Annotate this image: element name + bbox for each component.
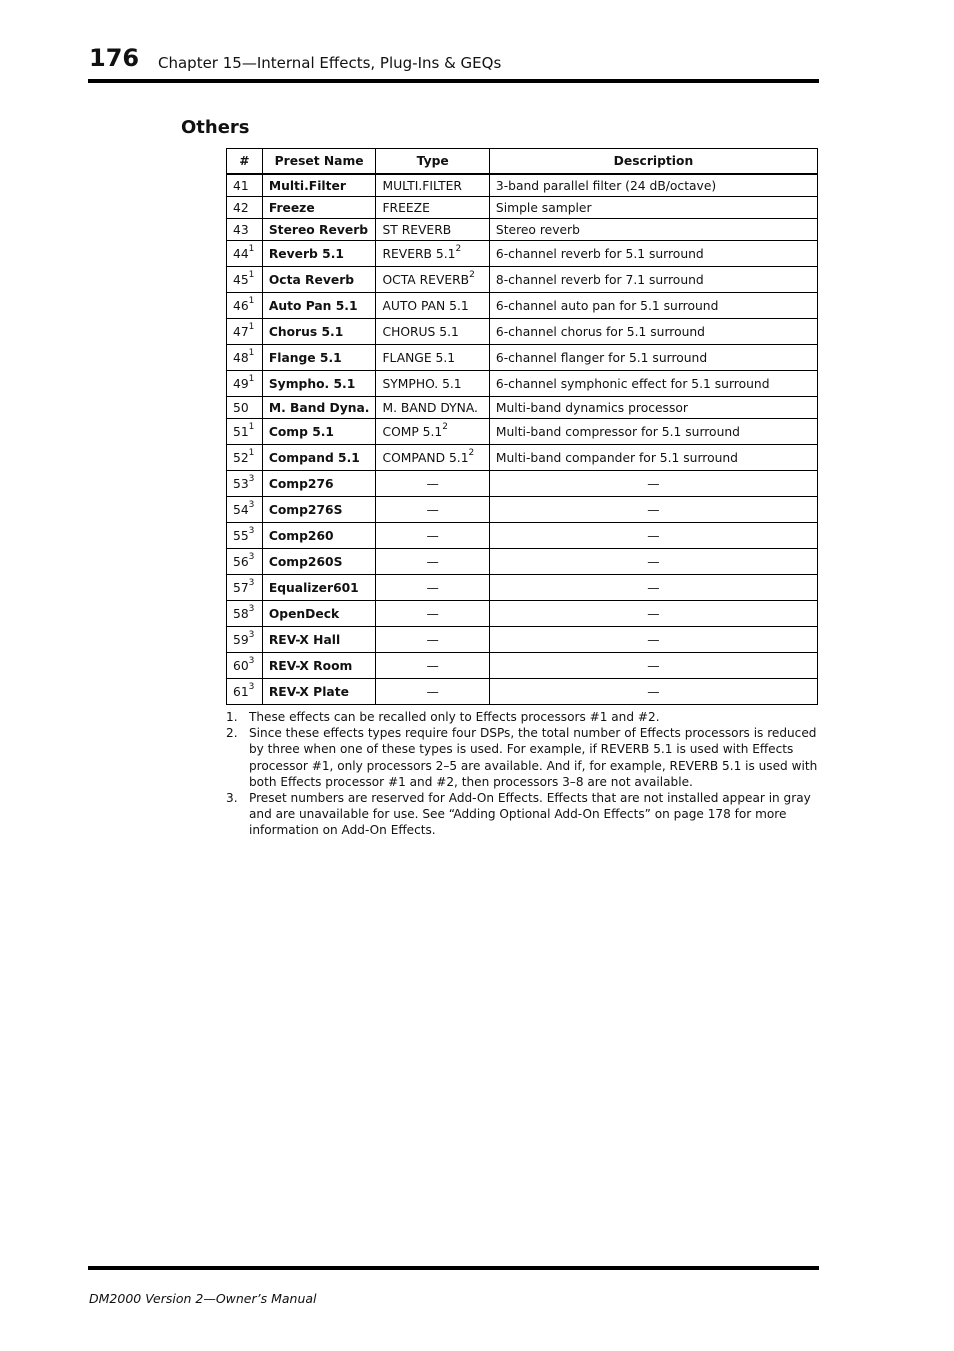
footnote-ref: 3: [248, 474, 255, 485]
preset-number: 43: [233, 222, 249, 237]
cell-preset-name: Equalizer601: [262, 575, 376, 601]
cell-number: [227, 345, 263, 371]
cell-preset-name: Multi.Filter: [262, 174, 376, 197]
table-row: [227, 397, 818, 419]
table-row: [227, 627, 818, 653]
footnote-ref: 1: [248, 374, 255, 385]
footnote-text: Since these effects types require four DSPs, the total number of Effects processors is reduced by three when one of these types is used. For example, if REVERB 5.1 is used with Effects processor #1, only processors 2–5 are available. And if, for example, REVERB 5.1 is used with both Effects processor #1 and #2, then processors 3–8 are not available.: [249, 726, 818, 789]
table-row: [227, 174, 818, 197]
cell-type: [376, 679, 489, 705]
footnote-text: Preset numbers are reserved for Add-On Effects. Effects that are not installed appear in gray and are unavailable for use. See “Adding Optional Add-On Effects” on page 178 for more information on Add-On Effects.: [249, 791, 811, 838]
type-value: FLANGE 5.1: [382, 350, 456, 365]
footnote-ref: 3: [248, 526, 255, 537]
cell-type: [376, 445, 489, 471]
cell-description: —: [489, 549, 817, 575]
footnote: [226, 725, 818, 790]
cell-preset-name: Comp276S: [262, 497, 376, 523]
table-row: [227, 197, 818, 219]
preset-number: 41: [233, 178, 249, 193]
cell-preset-name: REV-X Hall: [262, 627, 376, 653]
cell-type: [376, 523, 489, 549]
footnote: [226, 709, 818, 725]
footnote-ref: 3: [248, 656, 255, 667]
cell-description: —: [489, 627, 817, 653]
preset-number: 55: [233, 528, 249, 543]
cell-type: [376, 497, 489, 523]
page-number: 176: [89, 44, 140, 72]
cell-number: [227, 575, 263, 601]
footnote-ref: 2: [468, 448, 475, 459]
cell-number: [227, 601, 263, 627]
cell-description: —: [489, 601, 817, 627]
table-row: [227, 293, 818, 319]
preset-number: 56: [233, 554, 249, 569]
preset-number: 60: [233, 658, 249, 673]
type-value: COMPAND 5.1: [382, 450, 469, 465]
cell-type: [376, 319, 489, 345]
type-value: REVERB 5.1: [382, 246, 456, 261]
cell-number: [227, 653, 263, 679]
footnote-ref: 1: [248, 448, 255, 459]
preset-number: 52: [233, 450, 249, 465]
type-value: COMP 5.1: [382, 424, 443, 439]
cell-description: Simple sampler: [489, 197, 817, 219]
cell-description: 3-band parallel filter (24 dB/octave): [489, 174, 817, 197]
cell-preset-name: REV-X Room: [262, 653, 376, 679]
footnotes: [226, 709, 818, 839]
footnote-ref: 3: [248, 604, 255, 615]
preset-number: 42: [233, 200, 249, 215]
cell-type: [376, 345, 489, 371]
footnote-ref: 3: [248, 682, 255, 693]
type-value: —: [426, 580, 439, 595]
footnote-ref: 2: [469, 270, 475, 281]
cell-number: [227, 319, 263, 345]
table-row: [227, 471, 818, 497]
cell-number: [227, 523, 263, 549]
table-row: [227, 445, 818, 471]
table-row: [227, 601, 818, 627]
footer-rule: [88, 1266, 819, 1270]
footnote-marker: 2.: [226, 726, 238, 741]
type-value: —: [426, 502, 439, 517]
table-row: [227, 549, 818, 575]
cell-number: [227, 419, 263, 445]
preset-number: 47: [233, 324, 249, 339]
preset-number: 61: [233, 684, 249, 699]
cell-number: [227, 471, 263, 497]
table-row: [227, 267, 818, 293]
cell-preset-name: Flange 5.1: [262, 345, 376, 371]
cell-preset-name: Reverb 5.1: [262, 241, 376, 267]
cell-type: [376, 627, 489, 653]
cell-type: [376, 575, 489, 601]
footnote-marker: 3.: [226, 791, 238, 806]
cell-type: [376, 219, 489, 241]
table-row: [227, 653, 818, 679]
cell-number: [227, 445, 263, 471]
preset-number: 48: [233, 350, 249, 365]
cell-preset-name: Chorus 5.1: [262, 319, 376, 345]
cell-type: [376, 371, 489, 397]
preset-number: 53: [233, 476, 249, 491]
cell-preset-name: Comp260: [262, 523, 376, 549]
table-row: [227, 679, 818, 705]
footnote-ref: 1: [248, 322, 255, 333]
footnote-ref: 1: [248, 270, 255, 281]
preset-number: 51: [233, 424, 249, 439]
type-value: —: [426, 476, 439, 491]
cell-type: [376, 549, 489, 575]
type-value: —: [426, 658, 439, 673]
table-row: [227, 575, 818, 601]
cell-number: [227, 397, 263, 419]
cell-type: [376, 174, 489, 197]
cell-number: [227, 549, 263, 575]
cell-number: [227, 219, 263, 241]
cell-description: 8-channel reverb for 7.1 surround: [489, 267, 817, 293]
footnote-ref: 1: [248, 348, 255, 359]
preset-number: 57: [233, 580, 249, 595]
type-value: ST REVERB: [382, 222, 452, 237]
cell-preset-name: Comp 5.1: [262, 419, 376, 445]
footnote-marker: 1.: [226, 710, 238, 724]
type-value: CHORUS 5.1: [382, 324, 459, 339]
type-value: OCTA REVERB: [382, 272, 470, 287]
cell-description: 6-channel reverb for 5.1 surround: [489, 241, 817, 267]
cell-type: [376, 197, 489, 219]
table-row: [227, 319, 818, 345]
preset-number: 58: [233, 606, 249, 621]
type-value: AUTO PAN 5.1: [382, 298, 469, 313]
cell-type: [376, 241, 489, 267]
preset-table-body: [227, 174, 818, 705]
table-header-row: [227, 149, 818, 175]
type-value: FREEZE: [382, 200, 430, 215]
preset-number: 46: [233, 298, 249, 313]
cell-preset-name: Auto Pan 5.1: [262, 293, 376, 319]
cell-number: [227, 627, 263, 653]
table-row: [227, 371, 818, 397]
cell-description: Multi-band dynamics processor: [489, 397, 817, 419]
cell-description: —: [489, 653, 817, 679]
footnote: [226, 790, 818, 839]
footnote-ref: 1: [248, 422, 255, 433]
cell-preset-name: M. Band Dyna.: [262, 397, 376, 419]
preset-number: 50: [233, 400, 249, 415]
table-row: [227, 497, 818, 523]
cell-number: [227, 197, 263, 219]
table-row: [227, 345, 818, 371]
footnote-ref: 1: [248, 296, 255, 307]
cell-description: —: [489, 575, 817, 601]
cell-description: 6-channel chorus for 5.1 surround: [489, 319, 817, 345]
cell-preset-name: Sympho. 5.1: [262, 371, 376, 397]
cell-description: 6-channel symphonic effect for 5.1 surround: [489, 371, 817, 397]
cell-type: [376, 267, 489, 293]
chapter-title: Chapter 15—Internal Effects, Plug-Ins & GEQs: [158, 54, 502, 72]
preset-number: 45: [233, 272, 249, 287]
cell-preset-name: OpenDeck: [262, 601, 376, 627]
type-value: —: [426, 528, 439, 543]
cell-description: 6-channel auto pan for 5.1 surround: [489, 293, 817, 319]
preset-number: 49: [233, 376, 249, 391]
footnote-ref: 1: [248, 244, 255, 255]
cell-description: —: [489, 679, 817, 705]
cell-type: [376, 601, 489, 627]
footnote-ref: 3: [248, 630, 255, 641]
section-title: Others: [181, 117, 250, 138]
cell-preset-name: Comp276: [262, 471, 376, 497]
table-row: [227, 219, 818, 241]
cell-type: [376, 653, 489, 679]
footnote-ref: 2: [442, 422, 448, 433]
preset-number: 59: [233, 632, 249, 647]
preset-number: 44: [233, 246, 249, 261]
footnote-ref: 3: [248, 500, 255, 511]
cell-description: Multi-band compander for 5.1 surround: [489, 445, 817, 471]
header-rule: [88, 79, 819, 83]
cell-type: [376, 293, 489, 319]
cell-preset-name: Octa Reverb: [262, 267, 376, 293]
type-value: M. BAND DYNA.: [382, 400, 478, 415]
cell-number: [227, 174, 263, 197]
cell-number: [227, 293, 263, 319]
cell-type: [376, 419, 489, 445]
cell-description: Stereo reverb: [489, 219, 817, 241]
cell-number: [227, 241, 263, 267]
table-row: [227, 241, 818, 267]
cell-number: [227, 371, 263, 397]
cell-description: 6-channel flanger for 5.1 surround: [489, 345, 817, 371]
cell-preset-name: REV-X Plate: [262, 679, 376, 705]
cell-preset-name: Freeze: [262, 197, 376, 219]
cell-number: [227, 679, 263, 705]
footnote-ref: 3: [248, 552, 255, 563]
column-header-type: Type: [376, 149, 489, 175]
cell-preset-name: Stereo Reverb: [262, 219, 376, 241]
column-header-number: #: [227, 149, 263, 175]
type-value: —: [426, 684, 439, 699]
cell-preset-name: Comp260S: [262, 549, 376, 575]
cell-type: [376, 471, 489, 497]
footnote-text: These effects can be recalled only to Effects processors #1 and #2.: [249, 710, 660, 724]
type-value: —: [426, 632, 439, 647]
type-value: —: [426, 606, 439, 621]
footer-text: DM2000 Version 2—Owner’s Manual: [89, 1291, 317, 1306]
preset-number: 54: [233, 502, 249, 517]
cell-number: [227, 267, 263, 293]
footnote-ref: 3: [248, 578, 255, 589]
cell-description: —: [489, 497, 817, 523]
footnote-ref: 2: [455, 244, 462, 255]
cell-description: Multi-band compressor for 5.1 surround: [489, 419, 817, 445]
type-value: —: [426, 554, 439, 569]
type-value: SYMPHO. 5.1: [382, 376, 462, 391]
table-row: [227, 419, 818, 445]
table-row: [227, 523, 818, 549]
cell-description: —: [489, 471, 817, 497]
type-value: MULTI.FILTER: [382, 178, 462, 193]
preset-table: [226, 148, 818, 705]
cell-number: [227, 497, 263, 523]
column-header-description: Description: [489, 149, 817, 175]
cell-type: [376, 397, 489, 419]
cell-preset-name: Compand 5.1: [262, 445, 376, 471]
cell-description: —: [489, 523, 817, 549]
column-header-preset-name: Preset Name: [262, 149, 376, 175]
